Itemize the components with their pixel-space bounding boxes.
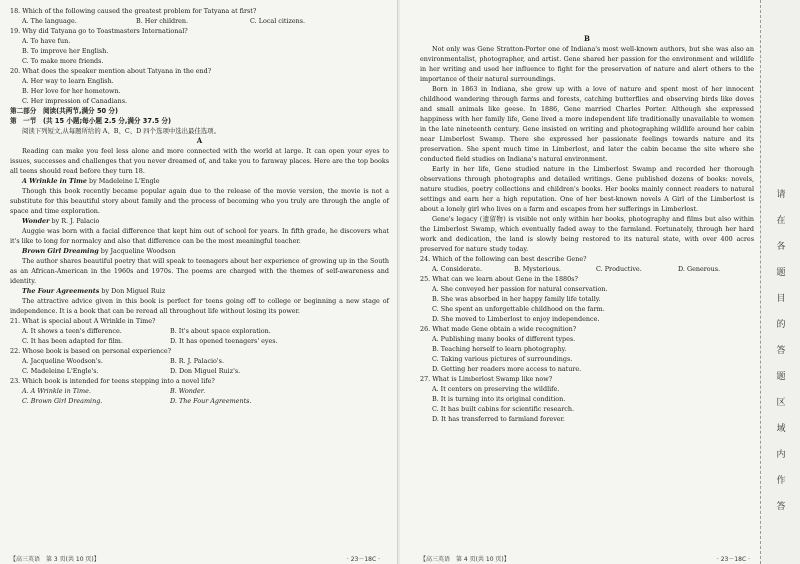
binding-margin-strip — [760, 0, 800, 564]
q19-option-b: B. To improve her English. — [22, 47, 109, 55]
reading-instructions: 阅读下列短文,从每题所给的 A、B、C、D 四个选项中选出最佳选项。 — [22, 127, 220, 135]
footer-left-page-label: 【高三英语 第 3 页(共 10 页)】 — [10, 556, 100, 563]
q25-option-d: D. She moved to Limberlost to enjoy independence. — [432, 315, 600, 323]
q26-option-a: A. Publishing many books of different types. — [432, 335, 576, 343]
q27-option-c: C. It has built cabins for scientific research. — [432, 405, 575, 413]
q22-option-d: D. Don Miguel Ruiz's. — [170, 367, 241, 375]
passage-b-label: B — [584, 34, 590, 43]
q21-option-c: C. It has been adapted for film. — [22, 337, 123, 345]
q20-option-c: C. Her impression of Canadians. — [22, 97, 128, 105]
q25-option-a: A. She conveyed her passion for natural conservation. — [432, 285, 608, 293]
q20-option-a: A. Her way to learn English. — [22, 77, 114, 85]
q26-option-d: D. Getting her readers more access to nature. — [432, 365, 582, 373]
book1-author: by Madeleine L'Engle — [86, 177, 160, 185]
q23-option-d: D. The Four Agreements. — [170, 397, 252, 405]
binding-char: 答 — [776, 346, 786, 356]
passage-b-paragraph-1: Not only was Gene Stratton-Porter one of Indiana's most well-known authors, but she was also an environmentalist, photographer, and artist. Gene shared her passion for the environment and wildlife in her writing and used her influence to fight for the preservation of nature and alert others to the importance of their natural surroundings. — [420, 45, 754, 83]
q25-option-c: C. She spent an unforgettable childhood on the farm. — [432, 305, 605, 313]
binding-char: 域 — [776, 424, 786, 434]
binding-char: 答 — [776, 502, 786, 512]
q23-option-c: C. Brown Girl Dreaming. — [22, 397, 103, 405]
q22-option-c: C. Madeleine L'Engle's. — [22, 367, 99, 375]
q27-option-b: B. It is turning into its original condition. — [432, 395, 566, 403]
passage-b-paragraph-4: Gene's legacy (遗留物) is visible not only within her books, photography and films but also within the Limberlost Swamp, which eventually faded away to the farmland. Fortunately, through her hard work and dedication, the land is slowly being restored to its natural state, with over 400 acres preserved for nature study today. — [420, 215, 754, 253]
q21-option-b: B. It's about space exploration. — [170, 327, 271, 335]
q23-options-row2 — [10, 396, 389, 406]
q20-option-b: B. Her love for her hometown. — [22, 87, 121, 95]
binding-char: 目 — [776, 294, 786, 304]
book2-author: by R. J. Palacio — [49, 217, 100, 225]
q27-option-d: D. It has transferred to farmland forever. — [432, 415, 565, 423]
book4-text: The attractive advice given in this book is perfect for teens going off to college or beginning a new stage of independence. It is a book that can be reread all throughout life without losing its power. — [10, 297, 389, 315]
q23-stem: 23. Which book is intended for teens stepping into a novel life? — [10, 377, 215, 385]
book3-author: by Jacqueline Woodson — [98, 247, 176, 255]
exam-page-left — [0, 0, 398, 564]
binding-char: 区 — [776, 398, 786, 408]
part2-heading: 第二部分 阅读(共两节,满分 50 分) — [10, 107, 119, 115]
q26-option-b: B. Teaching herself to learn photography. — [432, 345, 567, 353]
q20-stem: 20. What does the speaker mention about Tatyana in the end? — [10, 67, 212, 75]
book3-title: Brown Girl Dreaming — [22, 247, 99, 255]
binding-char: 的 — [776, 320, 786, 330]
book2-text: Auggie was born with a facial difference that kept him out of school for years. In fifth grade, he discovers what it's like to long for normalcy and also that difference can be the most meaningful teacher. — [10, 227, 389, 245]
q18-option-a: A. The language. — [22, 17, 77, 25]
book3-heading — [10, 246, 389, 256]
q22-options-row2 — [10, 366, 389, 376]
binding-char: 内 — [776, 450, 786, 460]
book3-text: The author shares beautiful poetry that will speak to teenagers about her experience of growing up in the South as an African-American in the 1960s and 1970s. The poems are charged with the themes of self-awareness and identity. — [10, 257, 389, 285]
q18-options — [10, 16, 389, 26]
q24-option-c: C. Productive. — [596, 265, 642, 273]
q21-options-row1 — [10, 326, 389, 336]
footer-right-page-label: 【高三英语 第 4 页(共 10 页)】 — [420, 556, 510, 563]
passage-a-label: A — [196, 136, 203, 145]
q19-option-a: A. To have fun. — [22, 37, 71, 45]
footer-left-page-code: · 23－18C · — [346, 556, 380, 563]
exam-page-right — [400, 0, 760, 564]
q22-option-b: B. R. J. Palacio's. — [170, 357, 224, 365]
book2-title: Wonder — [22, 217, 50, 225]
q23-option-a: A. A Wrinkle in Time. — [22, 387, 91, 395]
book1-heading — [10, 176, 389, 186]
book4-title: The Four Agreements — [22, 287, 100, 295]
binding-char: 作 — [776, 476, 786, 486]
passage-b-paragraph-3: Early in her life, Gene studied nature in the Limberlost Swamp and recorded her thorough observations through photographs and detailed writings. Gene published dozens of books: novels, nature studies, poetry collections and children's books. Her books mainly connect readers to natural settings and earn her a high reputation. One of her best-known novels A Girl of the Limberlost is about a lonely girl who lives on a farm and escapes from her sufferings in Limberlost. — [420, 165, 754, 213]
q24-options — [420, 264, 754, 274]
q19-stem: 19. Why did Tatyana go to Toastmasters International? — [10, 27, 188, 35]
q18-stem: 18. Which of the following caused the greatest problem for Tatyana at first? — [10, 7, 257, 15]
binding-char: 在 — [776, 216, 786, 226]
binding-char: 请 — [776, 190, 786, 200]
q21-option-a: A. It shows a teen's difference. — [22, 327, 122, 335]
book2-heading — [10, 216, 389, 226]
q27-stem: 27. What is Limberlost Swamp like now? — [420, 375, 553, 383]
q21-stem: 21. What is special about A Wrinkle in Time? — [10, 317, 156, 325]
passage-b-paragraph-2: Born in 1863 in Indiana, she grew up with a love of nature and spent most of her innocent childhood wandering through farms and forests, catching butterflies and observing birds like doves and small animals like geese. In 1886, Gene married Charles Porter. Although she expressed happiness with her family life, Gene lived a more independent life traditionally unavailable to women in the late nineteenth century. Gene insisted on writing and photographing wildlife around her cabin near Limberlost Swamp. There she expressed her passionate feelings towards nature and its preservation. She spent much time in Limberlost, and later the cabin became the site where she conducted field studies on Indiana's natural environment. — [420, 85, 754, 163]
q23-option-b: B. Wonder. — [170, 387, 206, 395]
q22-option-a: A. Jacqueline Woodson's. — [22, 357, 103, 365]
passage-a-intro: Reading can make you feel less alone and more connected with the world at large. It can open your eyes to issues, successes and challenges that you never dreamed of, and take you to faraway places. Here are the top books all teens should read before they turn 18. — [10, 147, 389, 175]
q22-stem: 22. Whose book is based on personal experience? — [10, 347, 172, 355]
footer-right-page-code: · 23－18C · — [716, 556, 750, 563]
book1-text: Though this book recently became popular again due to the release of the movie version, the movie is not a substitute for this beautiful story about family and the process of becoming who you truly are through the angle of space and time exploration. — [10, 187, 389, 215]
q22-options-row1 — [10, 356, 389, 366]
q24-option-b: B. Mysterious. — [514, 265, 561, 273]
q19-option-c: C. To make more friends. — [22, 57, 104, 65]
q26-stem: 26. What made Gene obtain a wide recognition? — [420, 325, 577, 333]
book1-title: A Wrinkle in Time — [22, 177, 87, 185]
q21-options-row2 — [10, 336, 389, 346]
book4-heading — [10, 286, 389, 296]
section1-heading: 第 一节 (共 15 小题;每小题 2.5 分,满分 37.5 分) — [10, 117, 171, 125]
q18-option-c: C. Local citizens. — [250, 17, 306, 25]
q18-option-b: B. Her children. — [136, 17, 189, 25]
q24-option-a: A. Considerate. — [432, 265, 482, 273]
q21-option-d: D. It has opened teenagers' eyes. — [170, 337, 278, 345]
q24-option-d: D. Generous. — [678, 265, 721, 273]
q23-options-row1 — [10, 386, 389, 396]
q25-option-b: B. She was absorbed in her happy family life totally. — [432, 295, 601, 303]
book4-author: by Don Miguel Ruiz — [99, 287, 166, 295]
binding-char: 各 — [776, 242, 786, 252]
q25-stem: 25. What can we learn about Gene in the 1880s? — [420, 275, 578, 283]
q24-stem: 24. Which of the following can best describe Gene? — [420, 255, 587, 263]
q27-option-a: A. It centers on preserving the wildlife. — [432, 385, 560, 393]
q26-option-c: C. Taking various pictures of surroundings. — [432, 355, 573, 363]
binding-char: 题 — [776, 372, 786, 382]
binding-char: 题 — [776, 268, 786, 278]
